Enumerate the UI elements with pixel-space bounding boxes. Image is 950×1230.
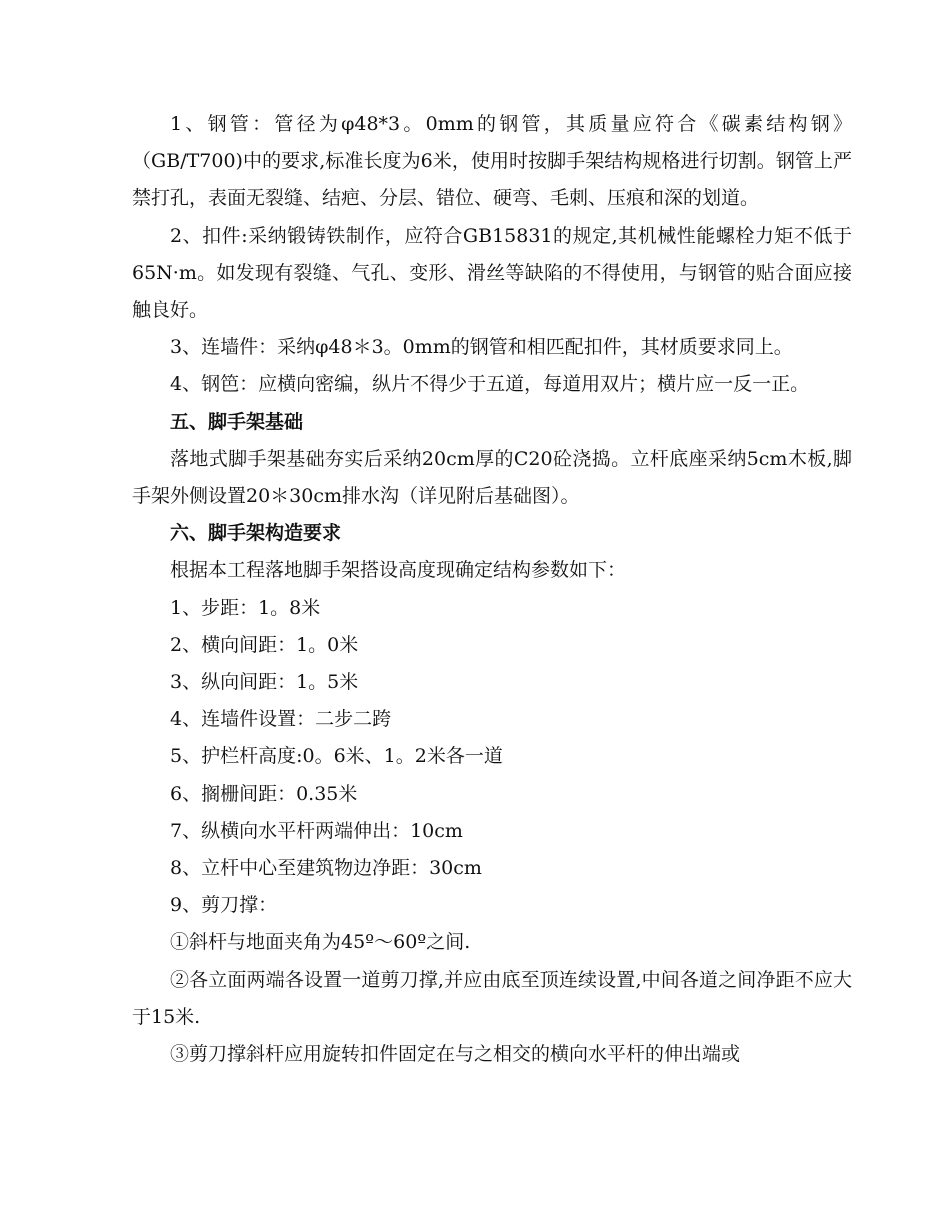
paragraph-steel-mesh: 4、钢笆：应横向密编，纵片不得少于五道，每道用双片；横片应一反一正。 <box>170 373 810 396</box>
list-item: 6、搁栅间距：0.35米 <box>170 782 358 805</box>
paragraph-fastener: 2、扣件:采纳锻铸铁制作，应符合GB15831的规定,其机械性能螺栓力矩不低于65N·m。如发现有裂缝、气孔、变形、滑丝等缺陷的不得使用，与钢管的贴合面应接触良好。 <box>132 224 852 322</box>
list-item: 9、剪刀撑： <box>170 894 278 917</box>
section-heading-construction: 六、脚手架构造要求 <box>170 522 342 545</box>
document-body <box>132 106 852 1073</box>
paragraph-wall-connector: 3、连墙件：采纳φ48＊3。0mm的钢管和相匹配扣件，其材质要求同上。 <box>170 336 793 359</box>
sub-item-placement: ②各立面两端各设置一道剪刀撑,并应由底至顶连续设置,中间各道之间净距不应大于15米. <box>132 968 852 1028</box>
section-heading-foundation: 五、脚手架基础 <box>170 410 304 433</box>
paragraph-foundation: 落地式脚手架基础夯实后采纳20cm厚的C20砼浇捣。立杆底座采纳5cm木板,脚手架外侧设置20＊30cm排水沟（详见附后基础图）。 <box>132 447 852 508</box>
list-item: 5、护栏杆高度:0。6米、1。2米各一道 <box>170 745 503 768</box>
list-item: 3、纵向间距：1。5米 <box>170 671 359 694</box>
paragraph-parameters-intro: 根据本工程落地脚手架搭设高度现确定结构参数如下： <box>170 559 627 582</box>
list-item: 2、横向间距：1。0米 <box>170 633 359 656</box>
list-item: 1、步距：1。8米 <box>170 596 321 619</box>
paragraph-steel-pipe: 1、钢管：管径为φ48*3。0mm的钢管，其质量应符合《碳素结构钢》（GB/T700)中的要求,标准长度为6米，使用时按脚手架结构规格进行切割。钢管上严禁打孔，表面无裂缝、结疤、分层、错位、硬弯、毛刺、压痕和深的划道。 <box>132 113 852 210</box>
list-item: 7、纵横向水平杆两端伸出：10cm <box>170 819 463 842</box>
list-item: 4、连墙件设置：二步二跨 <box>170 708 392 731</box>
sub-item-angle: ①斜杆与地面夹角为45º～60º之间. <box>170 931 471 954</box>
list-item: 8、立杆中心至建筑物边净距：30cm <box>170 857 482 880</box>
sub-item-fixing: ③剪刀撑斜杆应用旋转扣件固定在与之相交的横向水平杆的伸出端或 <box>170 1043 741 1066</box>
